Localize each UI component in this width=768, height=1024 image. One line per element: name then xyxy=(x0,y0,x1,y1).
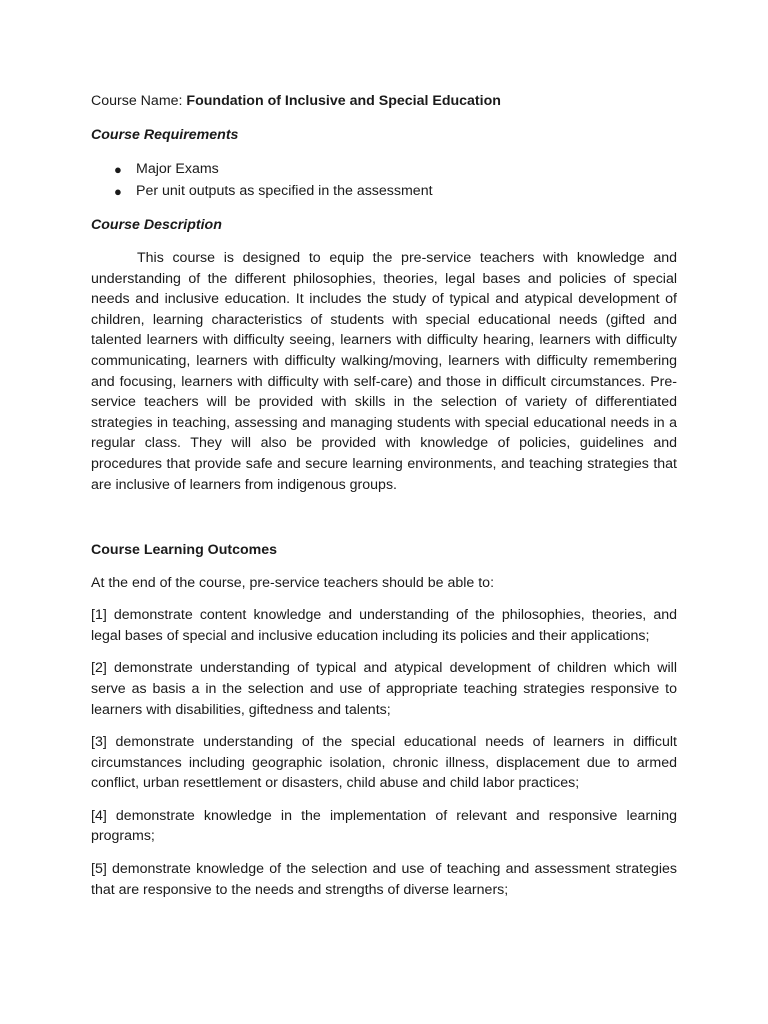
requirements-heading: Course Requirements xyxy=(91,127,239,143)
description-heading: Course Description xyxy=(91,217,222,233)
outcomes-intro: At the end of the course, pre-service teachers should be able to: xyxy=(91,575,495,592)
course-name-line xyxy=(91,91,677,111)
outcomes-heading: Course Learning Outcomes xyxy=(91,542,278,559)
bullet-icon: ● xyxy=(114,162,122,177)
outcome-item-1: [1] demonstrate content knowledge and understanding of the philosophies, theories, and legal bases of special and inclusive education including its policies and their applications; xyxy=(91,607,677,644)
course-name-label: Course Name: xyxy=(91,93,187,109)
requirement-text: Major Exams xyxy=(136,161,219,177)
outcome-item-2: [2] demonstrate understanding of typical and atypical development of children which will serve as basis a in the selection and use of appropriate teaching strategies responsive to learners with disabilities, giftedness and talents; xyxy=(91,660,677,718)
course-name-value: Foundation of Inclusive and Special Education xyxy=(186,93,501,109)
outcome-item-3: [3] demonstrate understanding of the special educational needs of learners in difficult circumstances including geographic isolation, chronic illness, displacement due to armed conflict, urban resettlement or disasters, child abuse and child labor practices; xyxy=(91,734,677,792)
list-item xyxy=(91,159,677,181)
list-item xyxy=(91,181,677,203)
outcome-item-5: [5] demonstrate knowledge of the selection and use of teaching and assessment strategies that are responsive to the needs and strengths of diverse learners; xyxy=(91,861,677,898)
document-body xyxy=(91,91,677,900)
requirement-text: Per unit outputs as specified in the assessment xyxy=(136,182,433,199)
bullet-icon: ● xyxy=(114,183,122,199)
description-paragraph: This course is designed to equip the pre-service teachers with knowledge and understanding of the different philosophies, theories, legal bases and policies of special needs and inclusive education. It includes the study of typical and atypical development of children, learning characteristics of students with special educational needs (gifted and talented learners with difficulty seeing, learners with difficulty hearing, learners with difficulty communicating, learners with difficulty walking/moving, learners with difficulty remembering and focusing, learners with difficulty with self-care) and those in difficult circumstances. Pre-service teachers will be provided with skills in the selection of variety of differentiated strategies in teaching, assessing and managing students with special educational needs in a regular class. They will also be provided with knowledge of policies, guidelines and procedures that provide safe and secure learning environments, and teaching strategies that are inclusive of learners from indigenous groups. xyxy=(91,250,677,493)
requirements-list xyxy=(91,159,677,202)
outcome-item-4: [4] demonstrate knowledge in the implementation of relevant and responsive learning programs; xyxy=(91,807,677,845)
